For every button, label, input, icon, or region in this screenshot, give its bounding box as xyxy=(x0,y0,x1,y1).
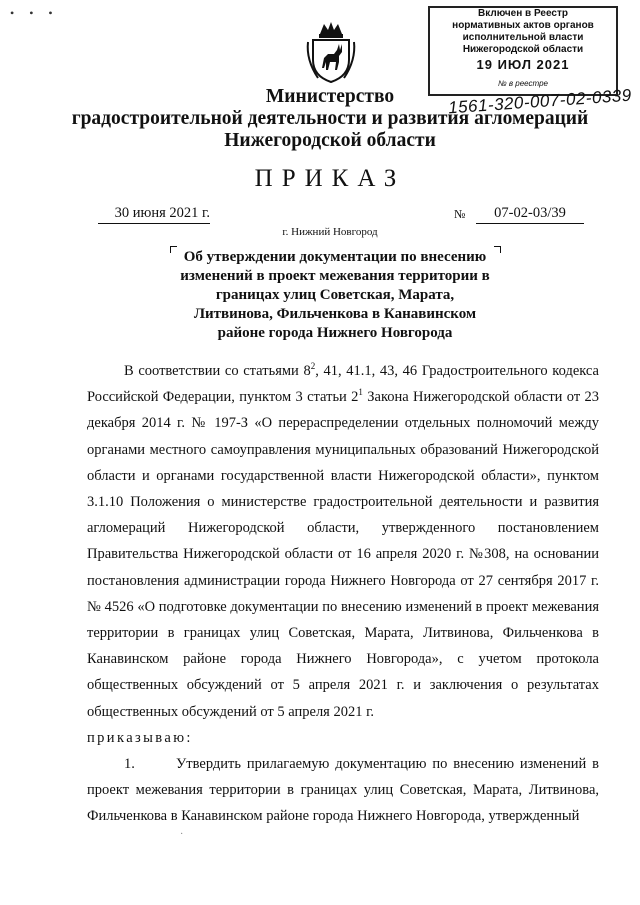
stamp-date: 19 ИЮЛ 2021 xyxy=(476,57,570,72)
preamble-text: Закона Нижегородской области от 23 декабря 2014 г. № 197-З «О перераспределении отдельных полномочий между органами местного самоуправления муниципальных образований Нижегородской области и органами государственной власти Нижегородской области», пунктом 3.1.10 Положения о министерстве градостроительной деятельности и развития агломераций Нижегородской области, утвержденного постановлением Правительства Нижегородской области от 16 апреля 2020 г. №308, на основании постановления администрации города Нижнего Новгорода от 27 сентября 2017 г. № 4526 «О подготовке документации по внесению изменений в проект межевания территории в границах улиц Советская, Марата, Литвинова, Фильченкова в Канавинском районе города Нижнего Новгорода», с учетом протокола общественных обсуждений от 5 апреля 2021 г. и заключения о результатах общественных обсуждений от 5 апреля 2021 г. xyxy=(87,389,599,720)
city: г. Нижний Новгород xyxy=(282,226,378,238)
ministry-name-line: Нижегородской области xyxy=(224,130,436,151)
superscript: 2 xyxy=(310,361,316,372)
stamp-line: исполнительной власти xyxy=(462,32,584,43)
preamble-text: , 41, 41.1, 43, 46 Градостроительного кодекса Российской Федерации, пунктом 3 статьи 2 xyxy=(87,363,599,406)
order-title xyxy=(170,248,500,343)
coat-of-arms-icon xyxy=(304,20,358,84)
preamble-paragraph xyxy=(87,358,599,725)
title-line: Литвинова, Фильченкова в Канавинском xyxy=(193,306,477,322)
title-line: Об утверждении документации по внесению xyxy=(183,249,487,265)
handwritten-reg-number: 1561-320-007-02-0339 xyxy=(447,85,633,118)
order-word: приказываю: xyxy=(87,729,193,746)
ministry-name-line: Министерство xyxy=(265,86,395,107)
scan-mark: · xyxy=(180,829,184,840)
superscript: 1 xyxy=(358,387,363,398)
ministry-name-line: градостроительной деятельности и развития агломераций xyxy=(71,108,589,129)
registry-stamp xyxy=(428,6,618,96)
scan-marks: • • • xyxy=(10,6,59,20)
item-number: 1. xyxy=(124,756,135,773)
preamble-text: В соответствии со статьями 8 xyxy=(124,363,311,379)
title-line: границах улиц Советская, Марата, xyxy=(215,287,455,303)
title-line: районе города Нижнего Новгорода xyxy=(217,325,453,341)
document-type: ПРИКАЗ xyxy=(254,165,406,192)
order-item-1 xyxy=(87,751,599,830)
stamp-line: Включен в Реестр xyxy=(478,8,568,19)
number-sign: № xyxy=(454,207,466,221)
order-date: 30 июня 2021 г. xyxy=(98,205,210,224)
document-body xyxy=(87,358,599,830)
stamp-line: нормативных актов органов xyxy=(452,20,594,31)
title-line: изменений в проект межевания территории в xyxy=(180,268,490,284)
stamp-line: Нижегородской области xyxy=(462,44,584,55)
order-number: 07-02-03/39 xyxy=(476,205,584,224)
stamp-reg-label: № в реестре xyxy=(497,79,548,88)
item-text: Утвердить прилагаемую документацию по внесению изменений в проект межевания территории в границах улиц Советская, Марата, Литвинова, Фильченкова в Канавинском районе города Нижнего Новгорода, утвержденный xyxy=(87,756,599,825)
